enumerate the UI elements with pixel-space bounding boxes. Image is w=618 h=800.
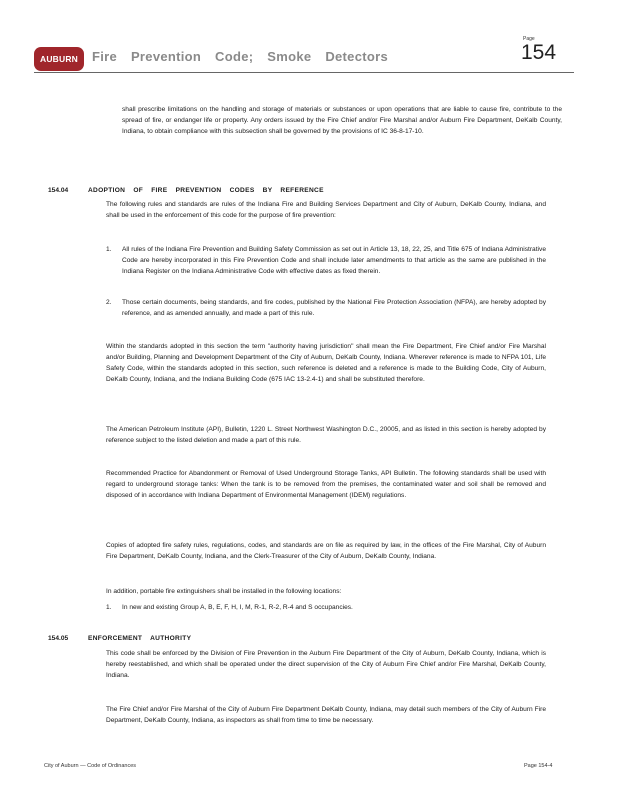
paragraph: In addition, portable fire extinguishers shall be installed in the following locations:	[106, 588, 342, 595]
section-title: ENFORCEMENT AUTHORITY	[88, 635, 192, 642]
page-number: 154	[521, 41, 557, 64]
page-title: Fire Prevention Code; Smoke Detectors	[92, 49, 388, 64]
section-title: ADOPTION OF FIRE PREVENTION CODES BY REFERENCE	[88, 187, 324, 194]
paragraph: The American Petroleum Institute (API), Bulletin, 1220 L. Street Northwest Washington D.C., 20005, and as listed in this section is hereby adopted by reference subject to the listed deletion and made a part of this rule.	[106, 426, 548, 444]
header-divider	[34, 72, 574, 73]
paragraph: This code shall be enforced by the Division of Fire Prevention in the Auburn Fire Department of the City of Auburn, DeKalb County, Indiana, which is hereby reestablished, and which shall be operated under the direct supervision of the City of Auburn Fire Chief and/or Fire Marshal, DeKalb County, Indiana.	[106, 650, 548, 679]
list-item-text: Those certain documents, being standards, and fire codes, published by the National Fire Protection Association (NFPA), are hereby adopted by reference, and as amended annually, and made a part of this rule.	[122, 299, 548, 317]
list-item-number: 1.	[106, 604, 112, 611]
intro-paragraph: shall prescribe limitations on the handling and storage of materials or substances or upon operations that are liable to cause fire, contribute to the spread of fire, or endanger life or property. Any orders issued by the Fire Chief and/or Fire Marshal and/or Auburn Fire Department, DeKalb County, Indiana, to obtain compliance with this subsection shall be governed by the provisions of IC 36-8-17-10.	[122, 106, 564, 135]
footer-right: Page 154-4	[524, 763, 553, 769]
auburn-logo	[34, 47, 84, 71]
paragraph: Copies of adopted fire safety rules, regulations, codes, and standards are on file as required by law, in the offices of the Fire Marshal, City of Auburn Fire Department, DeKalb County, Indiana, and the Clerk-Treasurer of the City of Auburn, DeKalb County, Indiana.	[106, 542, 548, 560]
list-item-text: All rules of the Indiana Fire Prevention and Building Safety Commission as set out in Article 13, 18, 22, 25, and Title 675 of Indiana Administrative Code are hereby incorporated in this Fire Prevention Code and shall include later amendments to that article as the same are published in the Indiana Register on the Indiana Administrative Code with effective dates as fixed therein.	[122, 246, 548, 275]
page-label: Page	[523, 36, 535, 42]
paragraph: Recommended Practice for Abandonment or Removal of Used Underground Storage Tanks, API Bulletin. The following standards shall be used with regard to underground storage tanks: When the tank is to be removed from the premises, the contaminated water and soil shall be removed and disposed of in accordance with Indiana Department of Environmental Management (IDEM) regulations.	[106, 470, 548, 499]
footer-left: City of Auburn — Code of Ordinances	[44, 763, 137, 769]
list-item-number: 1.	[106, 246, 112, 253]
paragraph: Within the standards adopted in this section the term "authority having jurisdiction" shall mean the Fire Department, Fire Chief and/or Fire Marshal and/or Building, Planning and Development Department of the City of Auburn, DeKalb County, Indiana. Wherever reference is made to NFPA 101, Life Safety Code, within the standards adopted in this section, such reference is deleted and a reference is made to the Building Code, City of Auburn, DeKalb County, Indiana, and the Indiana Building Code (675 IAC 13-2.4-1) and shall be substituted therefore.	[106, 343, 548, 383]
section-number: 154.05	[48, 635, 69, 642]
list-item-number: 2.	[106, 299, 112, 306]
logo-text: AUBURN	[39, 54, 79, 64]
list-item-text: In new and existing Group A, B, E, F, H, I, M, R-1, R-2, R-4 and S occupancies.	[122, 604, 353, 611]
section-lead-paragraph: The following rules and standards are rules of the Indiana Fire and Building Services Department and City of Auburn, DeKalb County, Indiana, and shall be used in the enforcement of this code for the purpose of fire prevention:	[106, 201, 548, 219]
section-number: 154.04	[48, 187, 69, 194]
paragraph: The Fire Chief and/or Fire Marshal of the City of Auburn Fire Department DeKalb County, Indiana, may detail such members of the City of Auburn Fire Department, DeKalb County, Indiana, as inspectors as shall from time to time be necessary.	[106, 706, 548, 724]
